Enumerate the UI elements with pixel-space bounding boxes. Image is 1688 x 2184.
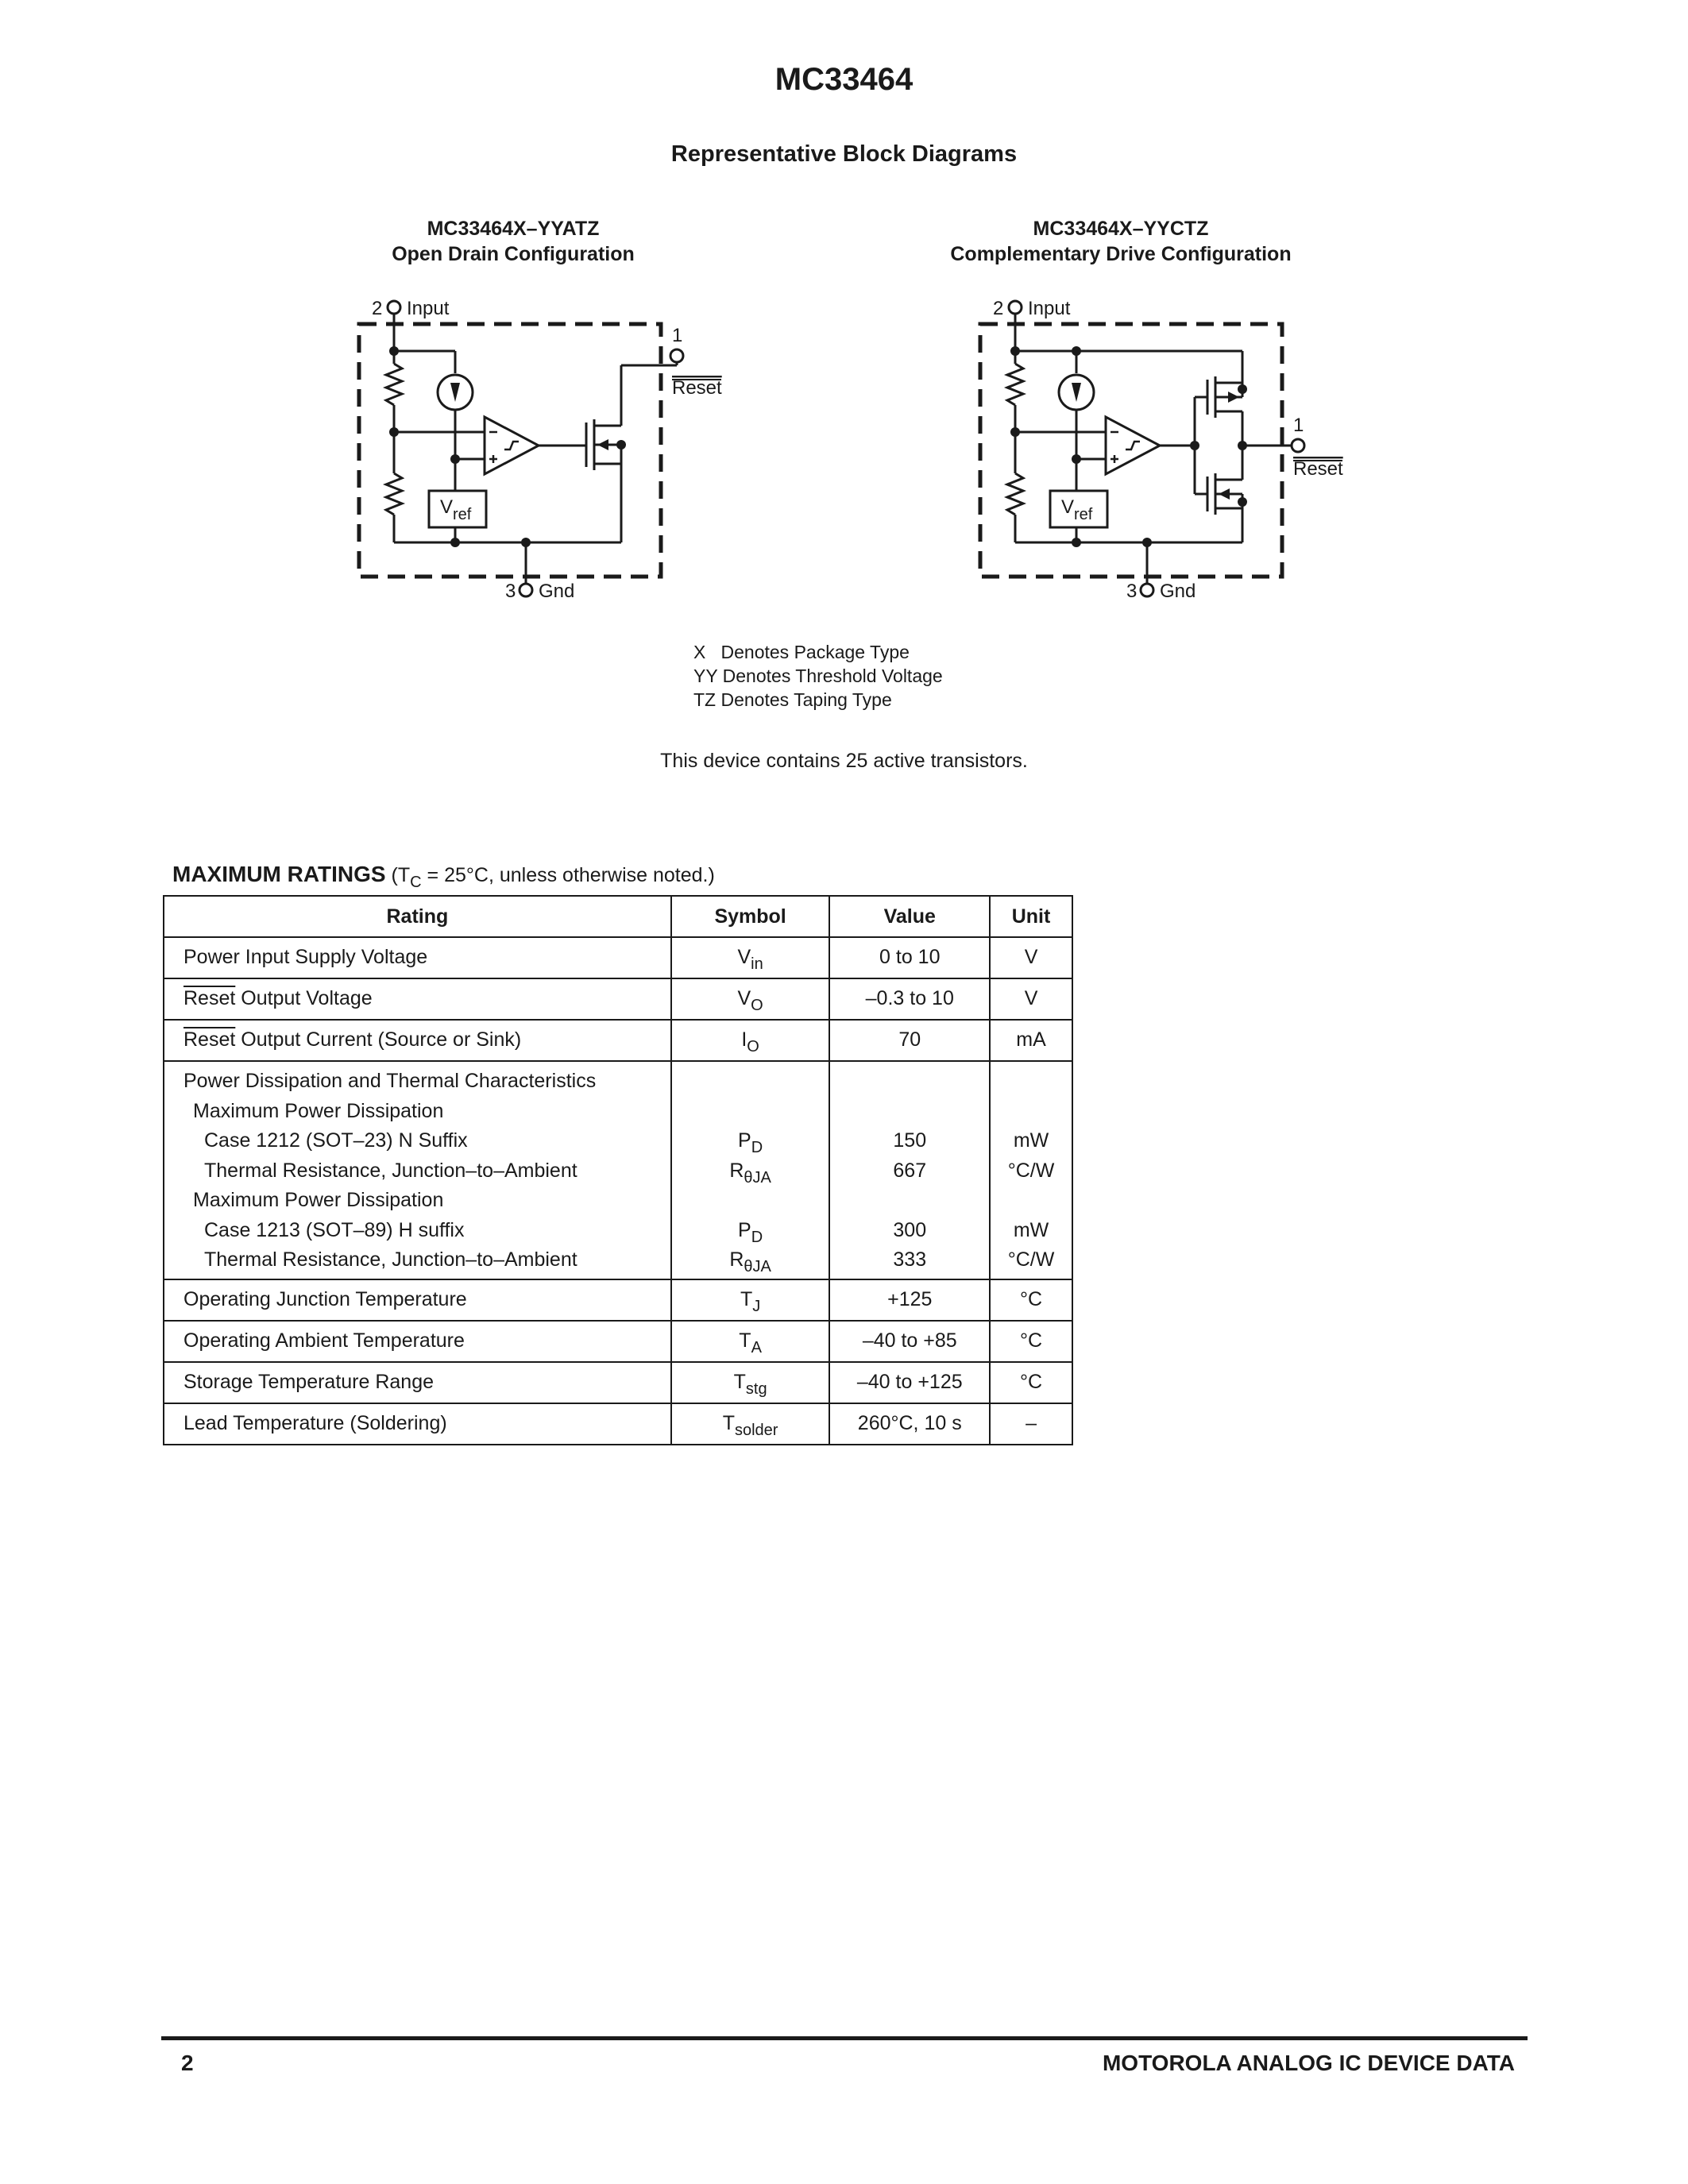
open-drain-block-diagram [342,286,858,619]
table-header-row [164,896,1072,937]
symbol-cell: $I_O$ [671,1020,830,1061]
open-drain-diagram-heading [275,216,751,267]
unit-cell: – [990,1403,1072,1445]
rating-cell: Lead Temperature (Soldering) [164,1403,671,1445]
reset-pin-number: 1 [672,325,683,346]
symbol-cell: $V_{in}$ [671,937,830,978]
transistor-count-note: This device contains 25 active transistors. [660,750,1028,772]
complementary-diagram-subtitle: Complementary Drive Configuration [950,243,1292,265]
ordering-notes [693,640,943,712]
input-pin-number: 2 [372,298,383,319]
symbol-cell: $T_{solder}$ [671,1403,830,1445]
max-ratings-title [172,862,715,891]
reset-pin-label: Reset [672,377,722,399]
rating-cell: Reset Output Current (Source or Sink) [164,1020,671,1061]
resistor-lower [386,473,402,515]
footer-rule [161,2036,1528,2040]
rating-cell: Power Dissipation and Thermal Characteristics Maximum Power Dissipation Case 1212 (SOT–23) N Suffix Thermal Resistance, Junction–to–Ambient Maximum Power Dissipation Case 1213 (SOT–89) H suffix Thermal Resistance, Junction–to–Ambient [164,1061,671,1279]
symbol-cell: $P_D$ $R_{\theta JA}$ $P_D$ $R_{\theta JA}$ [671,1061,830,1279]
table-row [164,1362,1072,1403]
note-package-type: X Denotes Package Type [693,642,910,662]
reset-pin-label: Reset [1293,458,1343,480]
vref-label: V [1061,496,1075,518]
input-pin-label: Input [1028,298,1071,319]
col-header-symbol: Symbol [671,896,830,937]
value-cell: –40 to +125 [829,1362,990,1403]
col-header-rating: Rating [164,896,671,937]
page-title: MC33464 [774,62,914,97]
value-cell: +125 [829,1279,990,1321]
table-row [164,978,1072,1020]
gnd-pin-icon [1141,584,1153,596]
unit-cell: V [990,978,1072,1020]
unit-cell: mW °C/W mW °C/W [990,1061,1072,1279]
input-pin-number: 2 [993,298,1004,319]
value-cell: 260°C, 10 s [829,1403,990,1445]
reset-pin-icon [1292,439,1304,452]
table-row [164,1020,1072,1061]
resistor-upper [1007,364,1023,405]
table-row [164,937,1072,978]
unit-cell: °C [990,1362,1072,1403]
vref-subscript: ref [453,506,472,523]
max-ratings-condition: ($T_C = 25^\circ C$, unless otherwise noted.) [391,864,715,891]
reset-pin-icon [670,349,683,362]
unit-cell: °C [990,1321,1072,1362]
symbol-cell: $T_{stg}$ [671,1362,830,1403]
rating-cell: Operating Junction Temperature [164,1279,671,1321]
hysteresis-icon [504,442,519,450]
note-taping-type: TZ Denotes Taping Type [693,689,892,710]
symbol-cell: $V_O$ [671,978,830,1020]
rating-cell: Storage Temperature Range [164,1362,671,1403]
input-pin-icon [388,301,400,314]
col-header-value: Value [829,896,990,937]
rating-cell: Power Input Supply Voltage [164,937,671,978]
reset-pin-number: 1 [1293,415,1304,436]
gnd-pin-label: Gnd [1160,581,1196,602]
symbol-cell: $T_J$ [671,1279,830,1321]
max-ratings-table [163,895,1073,1445]
gnd-pin-number: 3 [505,581,516,602]
resistor-upper [386,364,402,405]
footer-page-number: 2 [181,2051,194,2075]
value-cell: 150 667 300 333 [829,1061,990,1279]
vref-label: V [440,496,454,518]
table-row-thermal [164,1061,1072,1279]
complementary-diagram-title: MC33464X–YYCTZ [1033,218,1209,240]
table-row [164,1403,1072,1445]
gnd-pin-number: 3 [1126,581,1138,602]
hysteresis-icon [1126,442,1140,450]
complementary-block-diagram [963,286,1479,619]
vref-subscript: ref [1074,506,1093,523]
value-cell: 70 [829,1020,990,1061]
complementary-diagram-heading [883,216,1359,267]
gnd-pin-label: Gnd [539,581,575,602]
note-threshold-voltage: YY Denotes Threshold Voltage [693,666,943,686]
open-drain-diagram-title: MC33464X–YYATZ [427,218,600,240]
section-title: Representative Block Diagrams [670,141,1018,167]
unit-cell: V [990,937,1072,978]
symbol-cell: $T_A$ [671,1321,830,1362]
rating-cell: Operating Ambient Temperature [164,1321,671,1362]
resistor-lower [1007,473,1023,515]
table-row [164,1321,1072,1362]
unit-cell: mA [990,1020,1072,1061]
value-cell: –0.3 to 10 [829,978,990,1020]
table-row [164,1279,1072,1321]
unit-cell: °C [990,1279,1072,1321]
max-ratings-heading: MAXIMUM RATINGS [172,862,386,886]
value-cell: –40 to +85 [829,1321,990,1362]
gnd-pin-icon [520,584,532,596]
input-pin-label: Input [407,298,450,319]
input-pin-icon [1009,301,1022,314]
rating-cell: Reset Output Voltage [164,978,671,1020]
col-header-unit: Unit [990,896,1072,937]
footer-doc-title: MOTOROLA ANALOG IC DEVICE DATA [1102,2051,1515,2075]
value-cell: 0 to 10 [829,937,990,978]
open-drain-diagram-subtitle: Open Drain Configuration [392,243,635,265]
